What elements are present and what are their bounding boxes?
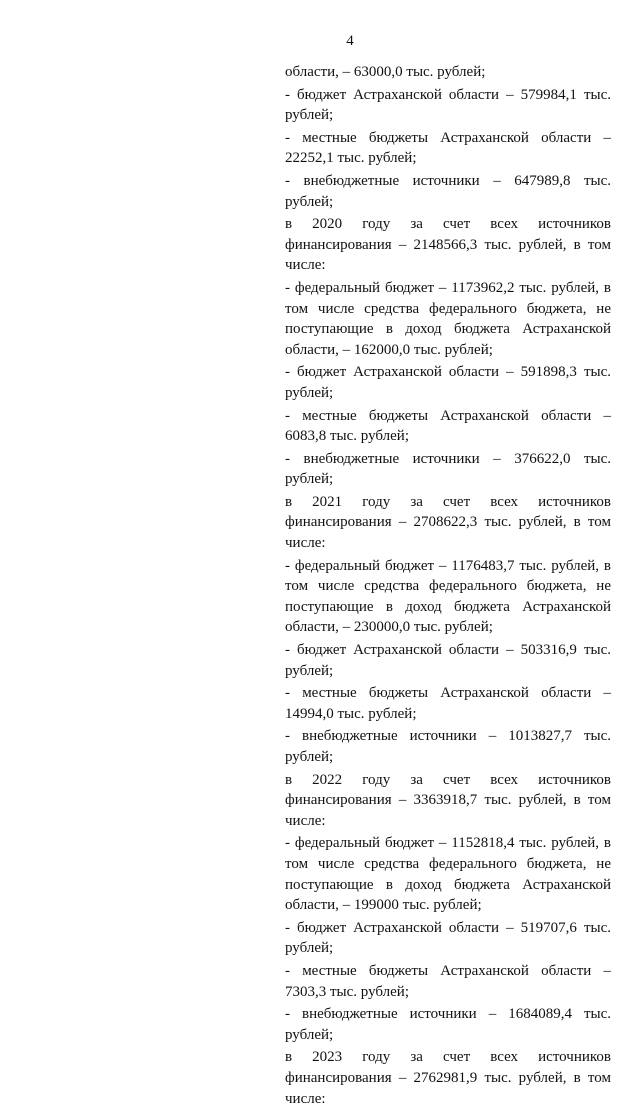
paragraph: - местные бюджеты Астраханской области – 7303,3 тыс. рублей; [285,962,611,1000]
paragraph: - бюджет Астраханской области – 503316,9 тыс. рублей; [285,642,611,679]
paragraph: - местные бюджеты Астраханской области – 14994,0 тыс. рублей; [285,685,611,722]
paragraph: - местные бюджеты Астраханской области – 6083,8 тыс. рублей; [285,407,611,445]
paragraph: в 2021 году за счет всех источников финансирования – 2708622,3 тыс. рублей, в том числе: [285,493,611,552]
paragraph: - внебюджетные источники – 1684089,4 тыс. рублей; [285,1006,611,1043]
paragraph: - внебюджетные источники – 376622,0 тыс. рублей; [285,450,611,488]
paragraph: - федеральный бюджет – 1152818,4 тыс. рублей, в том числе средства федерального бюджета, не поступающие в доход бюджета Астраханской области, – 199000 тыс. рублей; [285,835,611,914]
document-body [285,62,611,1111]
paragraph: в 2022 году за счет всех источников финансирования – 3363918,7 тыс. рублей, в том числе: [285,771,611,829]
paragraph: - бюджет Астраханской области – 591898,3 тыс. рублей; [285,364,611,401]
paragraph: - местные бюджеты Астраханской области – 22252,1 тыс. рублей; [285,129,611,167]
paragraph: в 2023 году за счет всех источников финансирования – 2762981,9 тыс. рублей, в том числе: [285,1049,611,1107]
paragraph: в 2020 году за счет всех источников финансирования – 2148566,3 тыс. рублей, в том числе: [285,216,611,274]
paragraph: - внебюджетные источники – 647989,8 тыс. рублей; [285,172,611,210]
paragraph: - бюджет Астраханской области – 579984,1 тыс. рублей; [285,86,611,124]
paragraph: - федеральный бюджет – 1176483,7 тыс. рублей, в том числе средства федерального бюджета, не поступающие в доход бюджета Астраханской области, – 230000,0 тыс. рублей; [285,557,611,636]
paragraph: - федеральный бюджет – 1173962,2 тыс. рублей, в том числе средства федерального бюджета, не поступающие в доход бюджета Астраханской области, – 162000,0 тыс. рублей; [285,279,611,358]
paragraph: - внебюджетные источники – 1013827,7 тыс. рублей; [285,728,611,765]
paragraph: - бюджет Астраханской области – 519707,6 тыс. рублей; [285,919,611,957]
paragraph: области, – 63000,0 тыс. рублей; [285,64,486,80]
page-number: 4 [346,33,354,49]
